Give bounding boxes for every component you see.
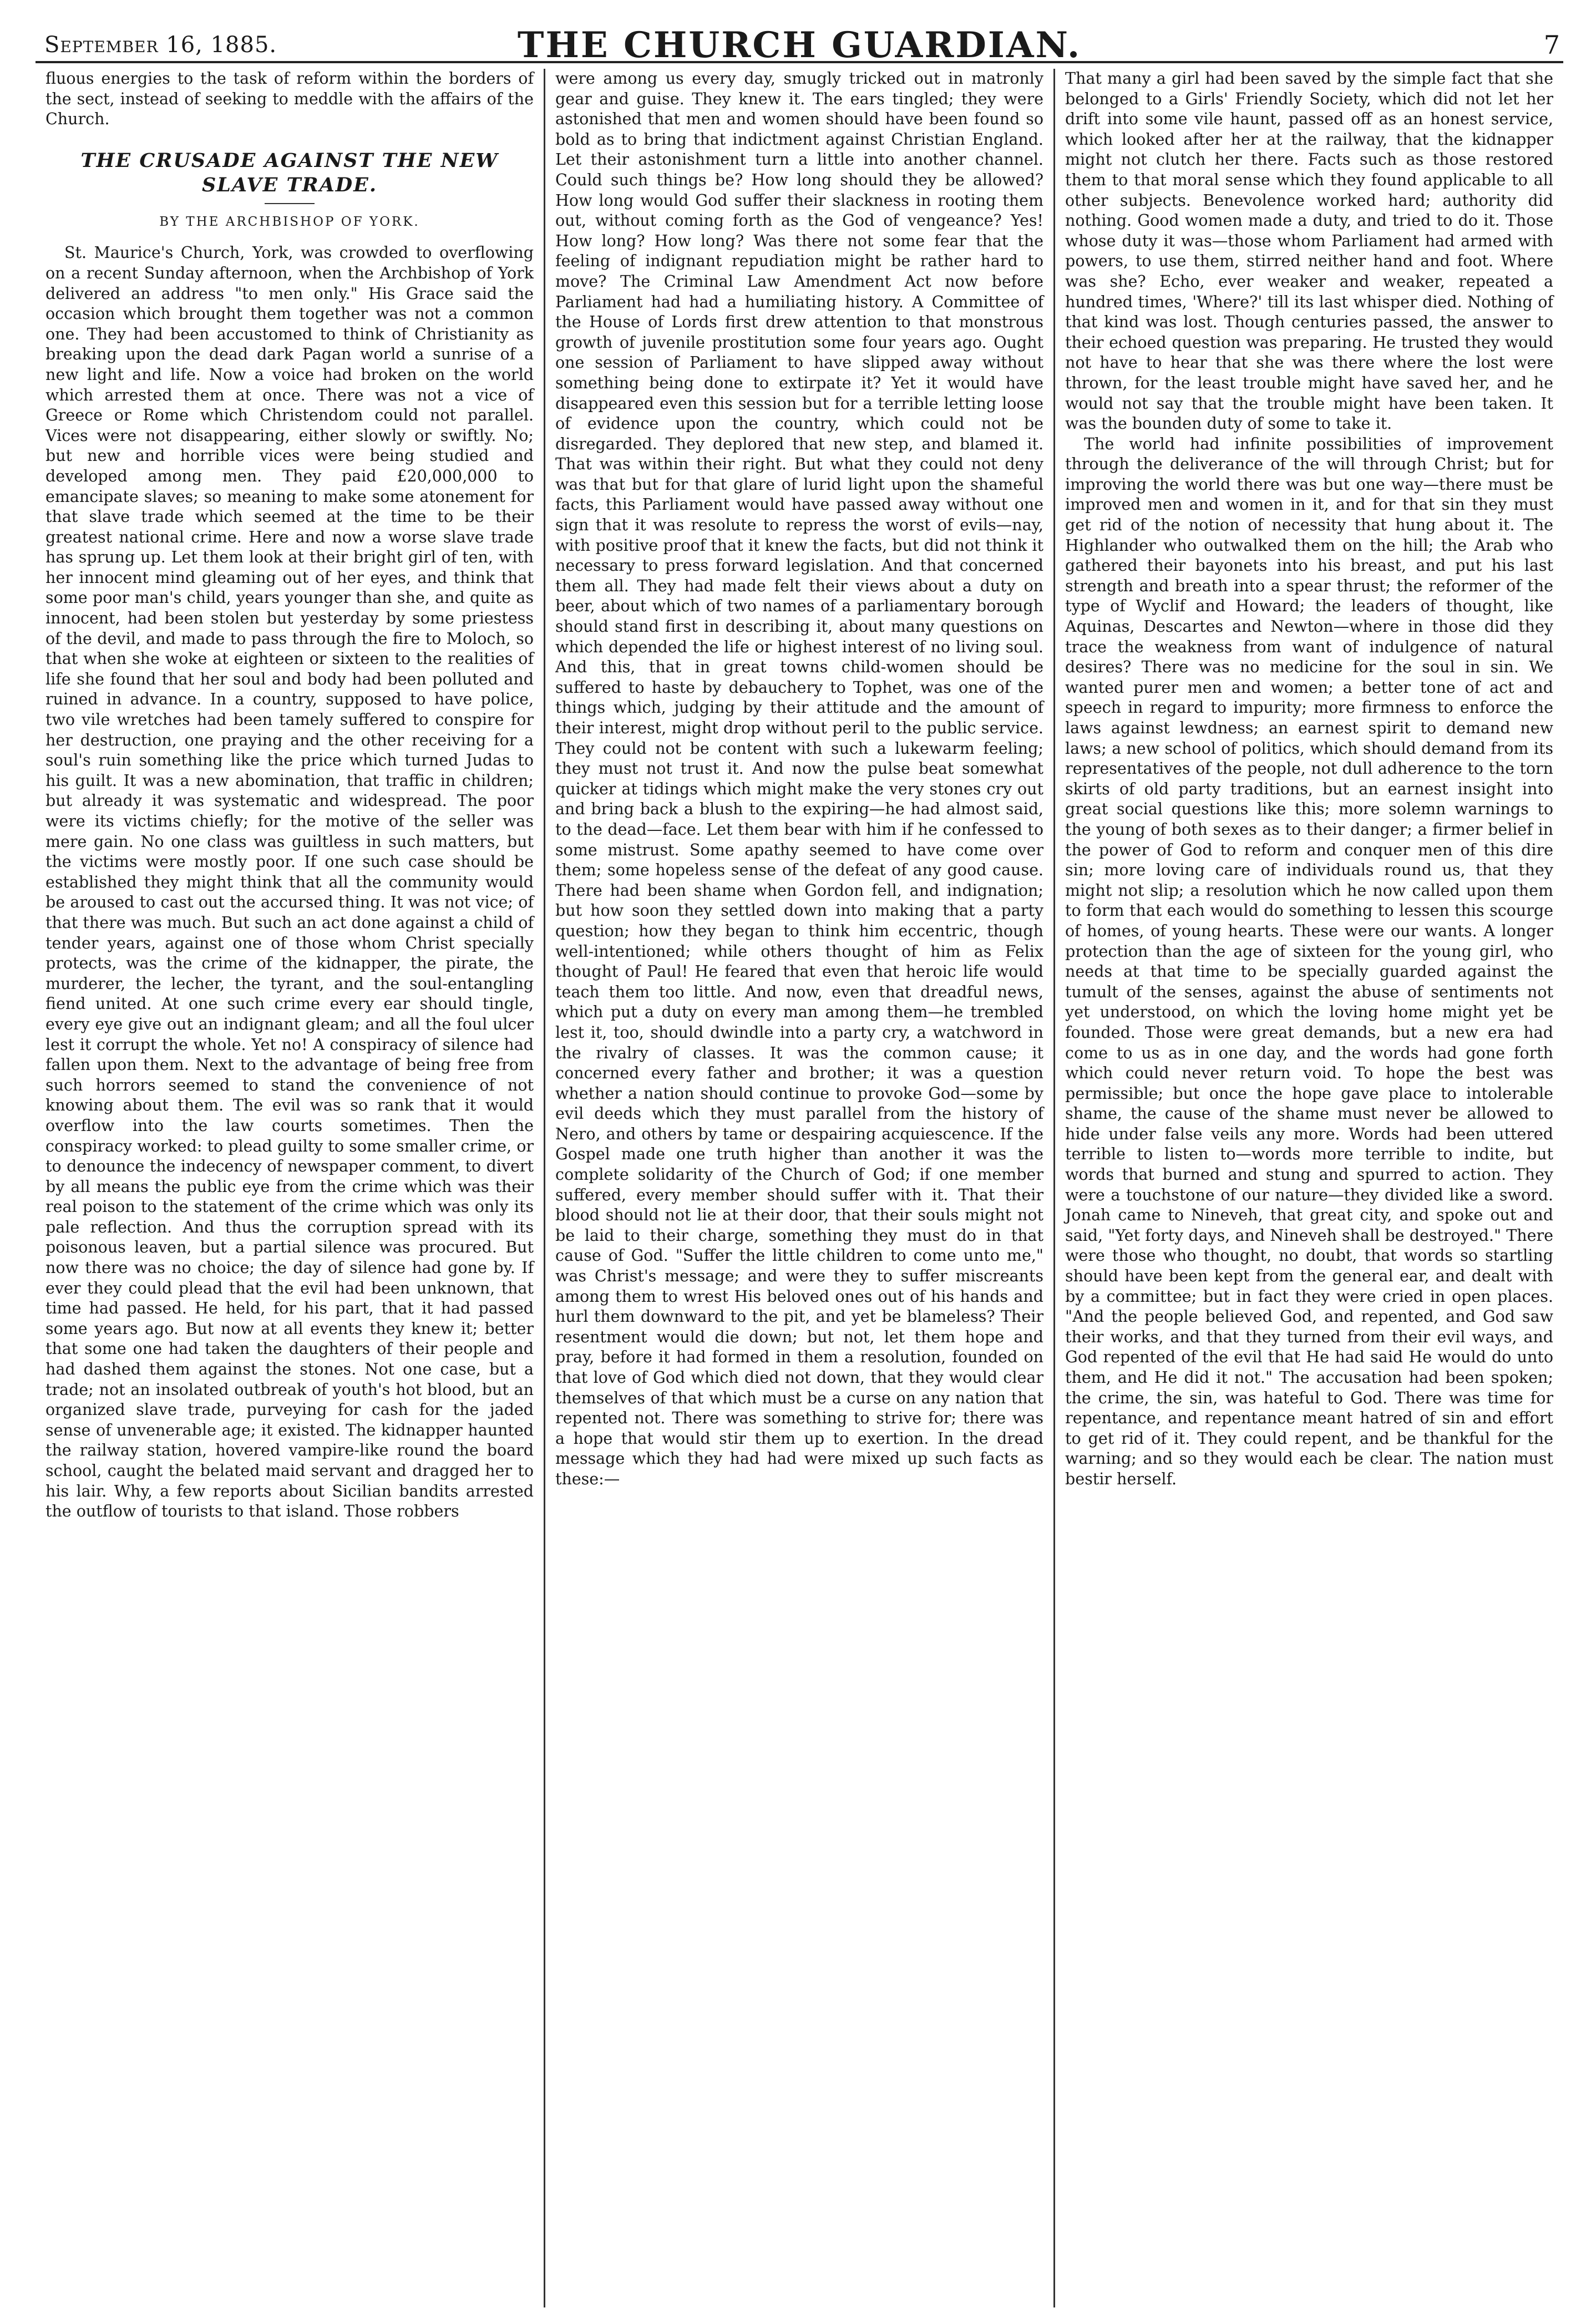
column-2: [544, 69, 1053, 2307]
title-rule: [265, 203, 315, 204]
article-paragraph: The world had infinite possibilities of improvement through the deliverance of the will through Christ; but for improving the world there was but one way—there must be improved men and women in it, and for that sin they must get rid of the notion of necessity that hung about it. The Highlander who outwalked them on the hill; the Arab who gathered their bayonets into his breast, and put his last strength and breath into a spear thrust; the reformer of the type of Wyclif and Howard; the leaders of thought, like Aquinas, Descartes and Newton—where in those did they trace the weakness from want of indulgence of natural desires? There was no medicine for the soul in sin. We wanted purer men and women; a better tone of act and speech in regard to impurity; more firmness to enforce the laws against lewdness; an earnest spirit to demand new laws; a new school of politics, which should demand from its representatives of the people, not dull adherence to the torn skirts of old party traditions, but an earnest insight into great social questions like this; more solemn warnings to the young of both sexes as to their danger; a firmer belief in the power of God to reform and conquer men of this dire sin; more loving care of individuals round us, that they might not slip; a resolution which he now called upon them to form that each would do something to lessen this scourge of homes, of young hearts. These were our wants. A longer protection than the age of sixteen for the young girl, who needs at that time to be specially guarded against the tumult of the senses, against the abuse of sentiments not yet understood, on which the loving home might yet be founded. Those were great demands, but a new era had come to us as in one day, and the words had gone forth which could never return void. To hope the best was permissible; but once the hope gave place to intolerable shame, the cause of the shame must never be allowed to hide under false veils any more. Words had been uttered terrible to listen to—words more terrible to indite, but words that burned and stung and spurred to action. They were a touchstone of our nature—they divided like a sword. Jonah came to Nineveh, that great city, and spoke out and said, "Yet forty days, and Nineveh shall be destroyed." There were those who thought, no doubt, that words so startling should have been kept from the general ear, and dealt with by a committee; but in fact they were cried in open places. "And the people believed God, and repented, and God saw their works, and that they turned from their evil ways, and God repented of the evil that He had said He would do unto them, and He did it not." The accusation had been spoken; the crime, the sin, was hateful to God. There was time for repentance, and repentance meant hatred of sin and effort to get rid of it. They could repent, and be thankful for the warning; and so they would each be clear. The nation must bestir herself.: [1065, 434, 1553, 1488]
article-paragraph: St. Maurice's Church, York, was crowded to overflowing on a recent Sunday afternoon, when the Archbishop of York delivered an address "to men only." His Grace said the occasion which brought them together was not a common one. They had been accustomed to think of Christianity as breaking upon the dead dark Pagan world a sunrise of a new light and life. Now a voice had broken on the world which arrested them at once. There was not a vice of Greece or Rome which Christendom could not parallel. Vices were not disappearing, either slowly or swiftly. No; but new and horrible vices were being studied and developed among men. They paid £20,000,000 to emancipate slaves; so meaning to make some atonement for that slave trade which seemed at the time to be their greatest national crime. Here and now a worse slave trade has sprung up. Let them look at their bright girl of ten, with her innocent mind gleaming out of her eyes, and think that some poor man's child, years younger than she, and quite as innocent, had been stolen but yesterday by some priestess of the devil, and made to pass through the fire to Moloch, so that when she woke at eighteen or sixteen to the realities of life she found that her soul and body had been polluted and ruined in advance. In a country, supposed to have police, two vile wretches had been tamely suffered to conspire for her destruction, one praying and the other receiving for a soul's ruin something like the price which turned Judas to his guilt. It was a new abomination, that traffic in children; but already it was systematic and widespread. The poor were its victims chiefly; for the motive of the seller was mere gain. No one class was guiltless in such matters, but the victims were mostly poor. If one such case should be established they might think that all the community would be aroused to cast out the accursed thing. It was not vice; of that there was much. But such an act done against a child of tender years, against one of those whom Christ specially protects, was the crime of the kidnapper, the pirate, the murderer, the lecher, the tyrant, and the soul-entangling fiend united. At one such crime every ear should tingle, every eye give out an indignant gleam; and all the foul ulcer lest it corrupt the whole. Yet no! A conspiracy of silence had fallen upon them. Next to the advantage of being free from such horrors seemed to stand the convenience of not knowing about them. The evil was so rank that it would overflow into the law courts sometimes. Then the conspiracy worked: to plead guilty to some smaller crime, or to denounce the indecency of newspaper comment, to divert by all means the public eye from the crime which was their real poison to the statement of the crime which was only its pale reflection. And thus the corruption spread with its poisonous leaven, but a partial silence was procured. But now there was no choice; the day of silence had gone by. If ever they could plead that the evil had been unknown, that time had passed. He held, for his part, that it had passed some years ago. But now at all events they knew it; better that some one had taken the daughters of their people and had dashed them against the stones. Not one case, but a trade; not an insolated outbreak of youth's hot blood, but an organized slave trade, purveying for cash for the jaded sense of unvenerable age; it existed. The kidnapper haunted the railway station, hovered vampire-like round the board school, caught the belated maid servant and dragged her to his lair. Why, a few reports about Sicilian bandits arrested the outflow of tourists to that island. Those robbers: [45, 244, 534, 1521]
article-title: THE CRUSADE AGAINST THE NEW SLAVE TRADE.: [80, 149, 499, 196]
newspaper-page: [36, 22, 1563, 2307]
masthead-title: THE CHURCH GUARDIAN.: [517, 24, 1082, 66]
column-3: [1053, 69, 1563, 2307]
page-header: [36, 22, 1563, 66]
text-columns: [36, 69, 1563, 2307]
article-paragraph: That many a girl had been saved by the simple fact that she belonged to a Girls' Friendly Society, which did not let her drift into some vile haunt, passed off as an honest service, which looked after her at the railway, that the kidnapper might not clutch her there. Facts such as those restored them to that moral sense which they found applicable to all other subjects. Benevolence worked hard; authority did nothing. Good women made a duty, and tried to do it. Those whose duty it was—those whom Parliament had armed with powers, to use them, stirred neither hand and foot. Where was she? Echo, ever weaker and weaker, repeated a hundred times, 'Where?' till its last whisper died. Nothing of that kind was lost. Though centuries passed, the answer to their echoed question was preparing. He trusted they would not have to hear that she was there where the lost were thrown, for the least trouble might have saved her, and he would not say that the trouble might have been taken. It was the bounden duty of some to take it.: [1065, 69, 1553, 433]
lead-paragraph: fluous energies to the task of reform within the borders of the sect, instead of seeking to meddle with the affairs of the Church.: [45, 69, 534, 129]
article-paragraph: were among us every day, smugly tricked out in matronly gear and guise. They knew it. The ears tingled; they were astonished that men and women should have been found so bold as to bring that indictment against Christian England. Let their astonishment turn a little into another channel. Could such things be? How long should they be allowed? How long would God suffer their slackness in rooting them out, without coming forth as the God of vengeance? Yes! How long? How long? Was there not some fear that the feeling of indignant repudiation might be rather hard to move? The Criminal Law Amendment Act now before Parliament had had a humiliating history. A Committee of the House of Lords first drew attention to that monstrous growth of juvenile prostitution some four years ago. Ought one session of Parliament to have slipped away without something being done to extirpate it? Yet it would have disappeared even this session but for a terrible letting loose of evidence upon the country, which could not be disregarded. They deplored that new step, and blamed it. That was within their right. But what they could not deny was that but for that glare of lurid light upon the shameful facts, this Parliament would have passed away without one sign that it was resolute to repress the worst of evils—nay, with positive proof that it knew the facts, but did not think it necessary to press forward legislation. And that concerned them all. They had made felt their views about a duty on beer, about which of two names of a parliamentary borough should stand first in describing it, about many questions on which depended the life or highest interest of no living soul. And this, that in great towns child-women should be suffered to haste by debauchery to Tophet, was one of the things which, judging by their attitude and the amount of their interest, might drop without peril to the public service. They could not be content with such a lukewarm feeling; they must not trust it. And now the pulse beat somewhat quicker at tidings which might make the very stones cry out and bring back a blush to the expiring—he had almost said, to the dead—face. Let them bear with him if he confessed to some mistrust. Some apathy seemed to have come over them; some hopeless sense of the defeat of any good cause. There had been shame when Gordon fell, and indignation; but how soon they settled down into making that a party question; how they began to think him eccentric, though well-intentioned; while others thought of him as Felix thought of Paul! He feared that even that heroic life would teach them too little. And now, even that dreadful news, which put a duty on every man among them—he trembled lest it, too, should dwindle into a party cry, a watchword in the rivalry of classes. It was the common cause; it concerned every father and brother; it was a question whether a nation should continue to provoke God—some by evil deeds which they must parallel from the history of Nero, and others by tame or despairing acquiescence. If the Gospel made one truth higher than another it was the complete solidarity of the Church of God; if one member suffered, every member should suffer with it. That their blood should not lie at their door, that their souls might not be laid to their charge, something they must do in that cause of God. "Suffer the little children to come unto me," was Christ's message; and were they to suffer miscreants among them to wrest His beloved ones out of his hands and hurl them downward to the pit, and yet be blameless? Their resentment would die down; but not, let them hope and pray, before it had formed in them a resolution, founded on that love of God which died not down, that they would clear themselves of that which must be a curse on any nation that repented not. There was something to strive for; there was a hope that would stir them up to exertion. In the dread message which they had had were mixed up such facts as these:—: [555, 69, 1043, 1488]
byline: BY THE ARCHBISHOP OF YORK.: [159, 214, 420, 229]
column-1: [36, 69, 544, 2307]
page-number: 7: [1543, 30, 1560, 60]
issue-date: September 16, 1885.: [44, 32, 277, 58]
